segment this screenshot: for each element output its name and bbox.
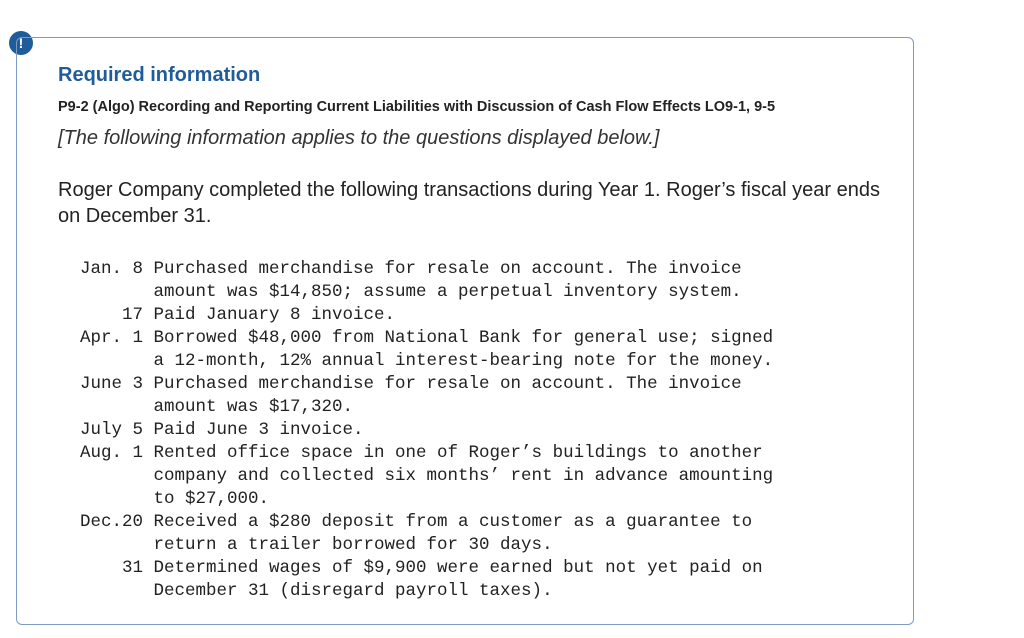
transaction-date: Dec.20: [79, 512, 143, 532]
transaction-date: 17: [121, 305, 143, 325]
transaction-date: Apr. 1: [79, 328, 143, 348]
transaction-row: [58, 304, 884, 327]
transaction-text: Borrowed $48,000 from National Bank for general use; signed a 12-month, 12% annual interest-bearing note for the money.: [153, 328, 774, 371]
transaction-text: Paid January 8 invoice.: [153, 305, 396, 325]
transactions-list: [58, 258, 884, 603]
transaction-row: [58, 557, 884, 603]
transaction-date: 31: [121, 558, 143, 578]
transaction-date: July 5: [79, 420, 143, 440]
transaction-text: Purchased merchandise for resale on account. The invoice amount was $14,850; assume a perpetual inventory system.: [153, 259, 742, 302]
applies-note: [The following information applies to the questions displayed below.]: [58, 127, 660, 149]
transaction-text: Received a $280 deposit from a customer as a guarantee to return a trailer borrowed for 30 days.: [153, 512, 753, 555]
transaction-row: [58, 258, 884, 304]
transaction-text: Rented office space in one of Roger’s buildings to another company and collected six months’ rent in advance amounting to $27,000.: [153, 443, 774, 509]
transaction-text: Determined wages of $9,900 were earned but not yet paid on December 31 (disregard payroll taxes).: [153, 558, 763, 601]
transaction-row: [58, 327, 884, 373]
intro-text: Roger Company completed the following transactions during Year 1. Roger’s fiscal year ends on December 31.: [58, 179, 880, 227]
problem-title: P9-2 (Algo) Recording and Reporting Current Liabilities with Discussion of Cash Flow Effects LO9-1, 9-5: [58, 99, 776, 115]
transaction-row: [58, 373, 884, 419]
required-information-card: [16, 37, 914, 625]
transaction-row: [58, 511, 884, 557]
transaction-date: Aug. 1: [79, 443, 143, 463]
alert-icon: !: [9, 31, 33, 55]
transaction-row: [58, 442, 884, 511]
transaction-date: Jan. 8: [79, 259, 143, 279]
required-information-title: Required information: [58, 64, 261, 86]
transaction-row: [58, 419, 884, 442]
transaction-text: Purchased merchandise for resale on account. The invoice amount was $17,320.: [153, 374, 742, 417]
transaction-text: Paid June 3 invoice.: [153, 420, 364, 440]
transaction-date: June 3: [79, 374, 143, 394]
